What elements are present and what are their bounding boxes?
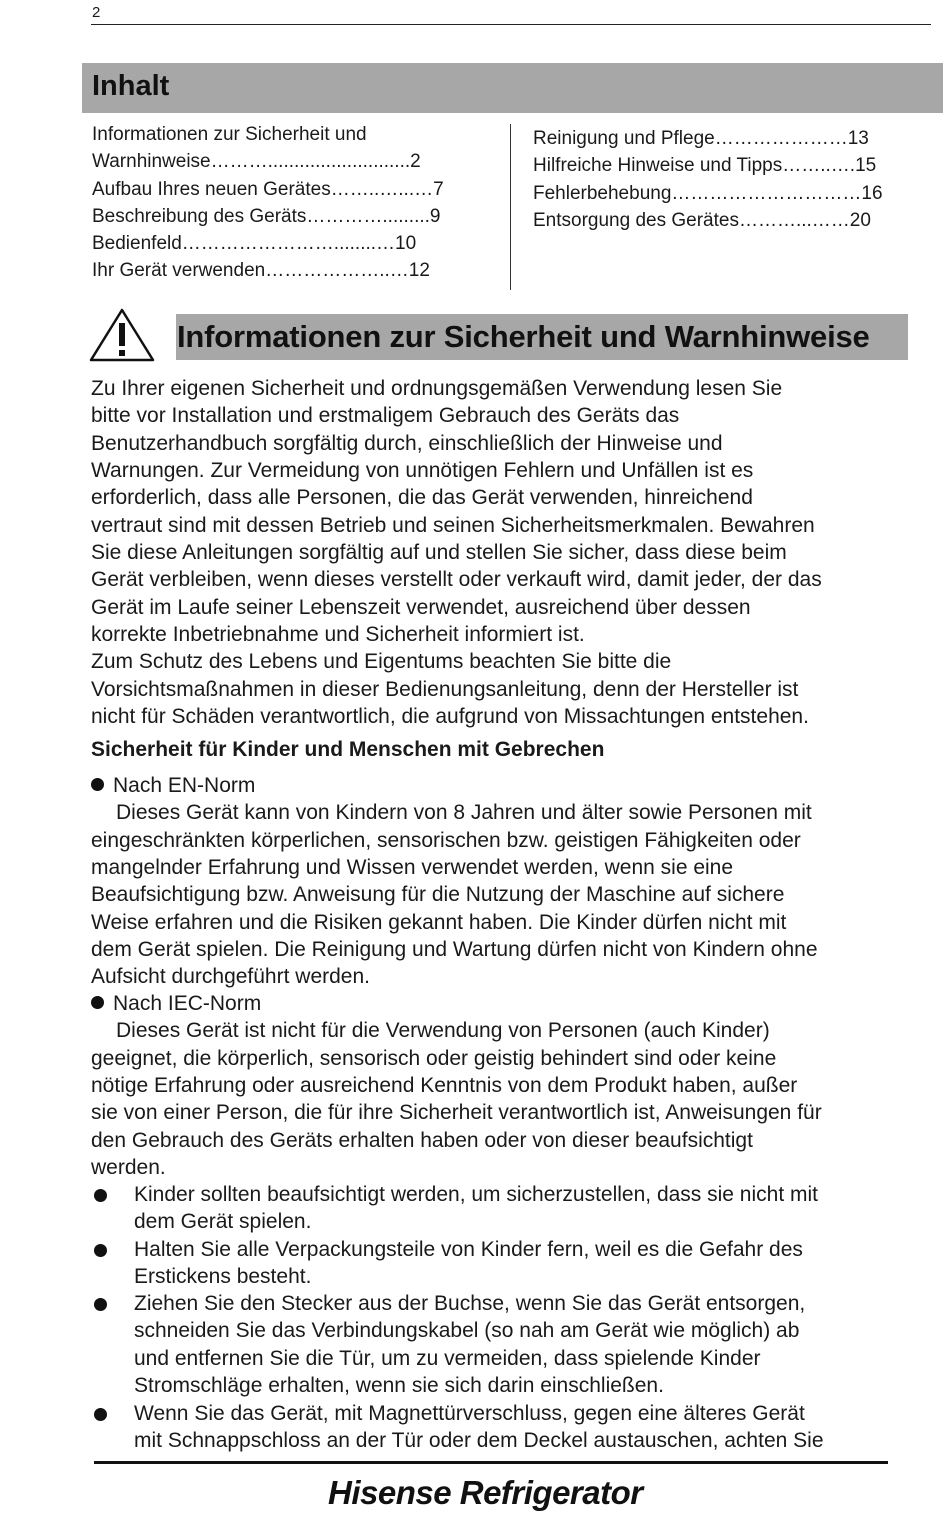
text-line: und entfernen Sie die Tür, um zu vermeiden, dass spielende Kinder [134,1346,761,1370]
text-line: eingeschränkten körperlichen, sensorischen bzw. geistigen Fähigkeiten oder [91,828,801,852]
toc-entry[interactable]: Bedienfeld……………………........…10 [92,233,417,255]
children-safety-heading: Sicherheit für Kinder und Menschen mit Gebrechen [91,738,605,761]
toc-entry[interactable]: Beschreibung des Geräts………….........9 [92,205,441,227]
text-line: nicht für Schäden verantwortlich, die aufgrund von Missachtungen entstehen. [91,705,809,729]
text-line: nötige Erfahrung oder ausreichend Kenntnis von dem Produkt haben, außer [91,1074,798,1098]
footer-rule [94,1461,888,1464]
toc-entry[interactable]: Reinigung und Pflege…………………13 [533,128,869,149]
toc-entry[interactable]: Ihr Gerät verwenden………………..…12 [92,260,430,282]
text-line: mit Schnappschloss an der Tür oder dem Deckel austauschen, achten Sie [134,1429,824,1453]
bullet-dot-icon [91,778,104,791]
text-line: mangelnder Erfahrung und Wissen verwendet werden, wenn sie eine [91,856,734,880]
text-line: Erstickens besteht. [134,1265,312,1289]
bullet-dot-icon [94,1298,107,1311]
toc-column-divider [510,124,511,290]
text-line: Dieses Gerät kann von Kindern von 8 Jahren und älter sowie Personen mit [116,801,812,825]
text-line: Gerät im Laufe seiner Lebenszeit verwendet, ausreichend über dessen [91,595,751,619]
text-line: vertraut sind mit dessen Betrieb und seinen Sicherheitsmerkmalen. Bewahren [91,513,815,537]
text-line: sie von einer Person, die für ihre Sicherheit verantwortlich ist, Anweisungen für [91,1101,822,1125]
text-line: Weise erfahren und die Risiken gekannt haben. Die Kinder dürfen nicht mit [91,910,787,934]
toc-entry[interactable]: Informationen zur Sicherheit und [92,124,367,145]
en-norm-block [91,772,936,991]
en-norm-label-line [91,772,936,799]
text-line: Warnungen. Zur Vermeidung von unnötigen Fehlern und Unfällen ist es [91,459,754,483]
brand-logo: Hisense Refrigerator [328,1474,643,1511]
text-line: schneiden Sie das Verbindungskabel (so nah am Gerät wie möglich) ab [134,1319,800,1343]
text-line: Sie diese Anleitungen sorgfältig auf und stellen Sie sicher, dass diese beim [91,541,787,565]
toc-heading: Inhalt [92,70,170,102]
section-title: Informationen zur Sicherheit und Warnhinweise [177,319,870,354]
toc-right-column [533,125,883,234]
text-line: werden. [91,1156,166,1180]
toc-entry[interactable]: Hilfreiche Hinweise und Tipps……..….15 [533,155,877,177]
text-line: Aufsicht durchgeführt werden. [91,965,370,989]
text-line: Stromschläge erhalten, wenn sie sich darin einschließen. [134,1374,664,1398]
text-line: Vorsichtsmaßnahmen in dieser Bedienungsanleitung, denn der Hersteller ist [91,677,799,701]
toc-left-column [92,121,444,285]
iec-norm-block [91,990,936,1181]
text-line: dem Gerät spielen. [134,1210,312,1234]
text-line: Gerät verbleiben, wenn dieses verstellt oder verkauft wird, damit jeder, der das [91,568,822,592]
toc-entry[interactable]: Aufbau Ihres neuen Gerätes……..…...…7 [92,178,444,200]
text-line: Ziehen Sie den Stecker aus der Buchse, wenn Sie das Gerät entsorgen, [134,1292,806,1315]
bullet-dot-icon [94,1244,107,1257]
bullet-dot-icon [94,1408,107,1421]
text-line: Dieses Gerät ist nicht für die Verwendung von Personen (auch Kinder) [116,1019,770,1043]
toc-entry[interactable]: Entsorgung des Gerätes………...……20 [533,209,871,231]
toc-entry[interactable]: Warnhinweise………...........................2 [92,151,421,173]
en-norm-label: Nach EN-Norm [113,774,256,797]
warning-triangle-icon [88,307,156,363]
text-line: dem Gerät spielen. Die Reinigung und Wartung dürfen nicht von Kindern ohne [91,938,818,962]
intro-paragraph [91,375,936,730]
bullet-dot-icon [94,1189,107,1202]
text-line: erforderlich, dass alle Personen, die das Gerät verwenden, hinreichend [91,486,753,510]
toc-entry[interactable]: Fehlerbehebung…………………………16 [533,182,883,204]
page-number: 2 [92,4,101,21]
text-line: Benutzerhandbuch sorgfältig durch, einschließlich der Hinweise und [91,431,723,455]
text-line: Halten Sie alle Verpackungsteile von Kinder fern, weil es die Gefahr des [134,1238,803,1261]
text-line: geeignet, die körperlich, sensorisch oder geistig behindert sind oder keine [91,1046,777,1070]
top-rule [91,24,931,25]
text-line: Kinder sollten beaufsichtigt werden, um sicherzustellen, dass sie nicht mit [134,1183,818,1206]
text-line: den Gebrauch des Geräts erhalten haben oder von dieser beaufsichtigt [91,1128,753,1152]
bullet-dot-icon [91,996,104,1009]
iec-norm-label: Nach IEC-Norm [113,992,262,1015]
toc-heading-band [82,63,943,113]
text-line: Zu Ihrer eigenen Sicherheit und ordnungsgemäßen Verwendung lesen Sie [91,377,783,400]
text-line: Beaufsichtigung bzw. Anweisung für die Nutzung der Maschine auf sichere [91,883,785,907]
text-line: Zum Schutz des Lebens und Eigentums beachten Sie bitte die [91,650,672,674]
text-line: bitte vor Installation und erstmaligem Gebrauch des Geräts das [91,404,680,428]
iec-norm-label-line [91,990,936,1017]
text-line: Wenn Sie das Gerät, mit Magnettürverschluss, gegen eine älteres Gerät [134,1402,805,1425]
text-line: korrekte Inbetriebnahme und Sicherheit informiert ist. [91,623,585,647]
